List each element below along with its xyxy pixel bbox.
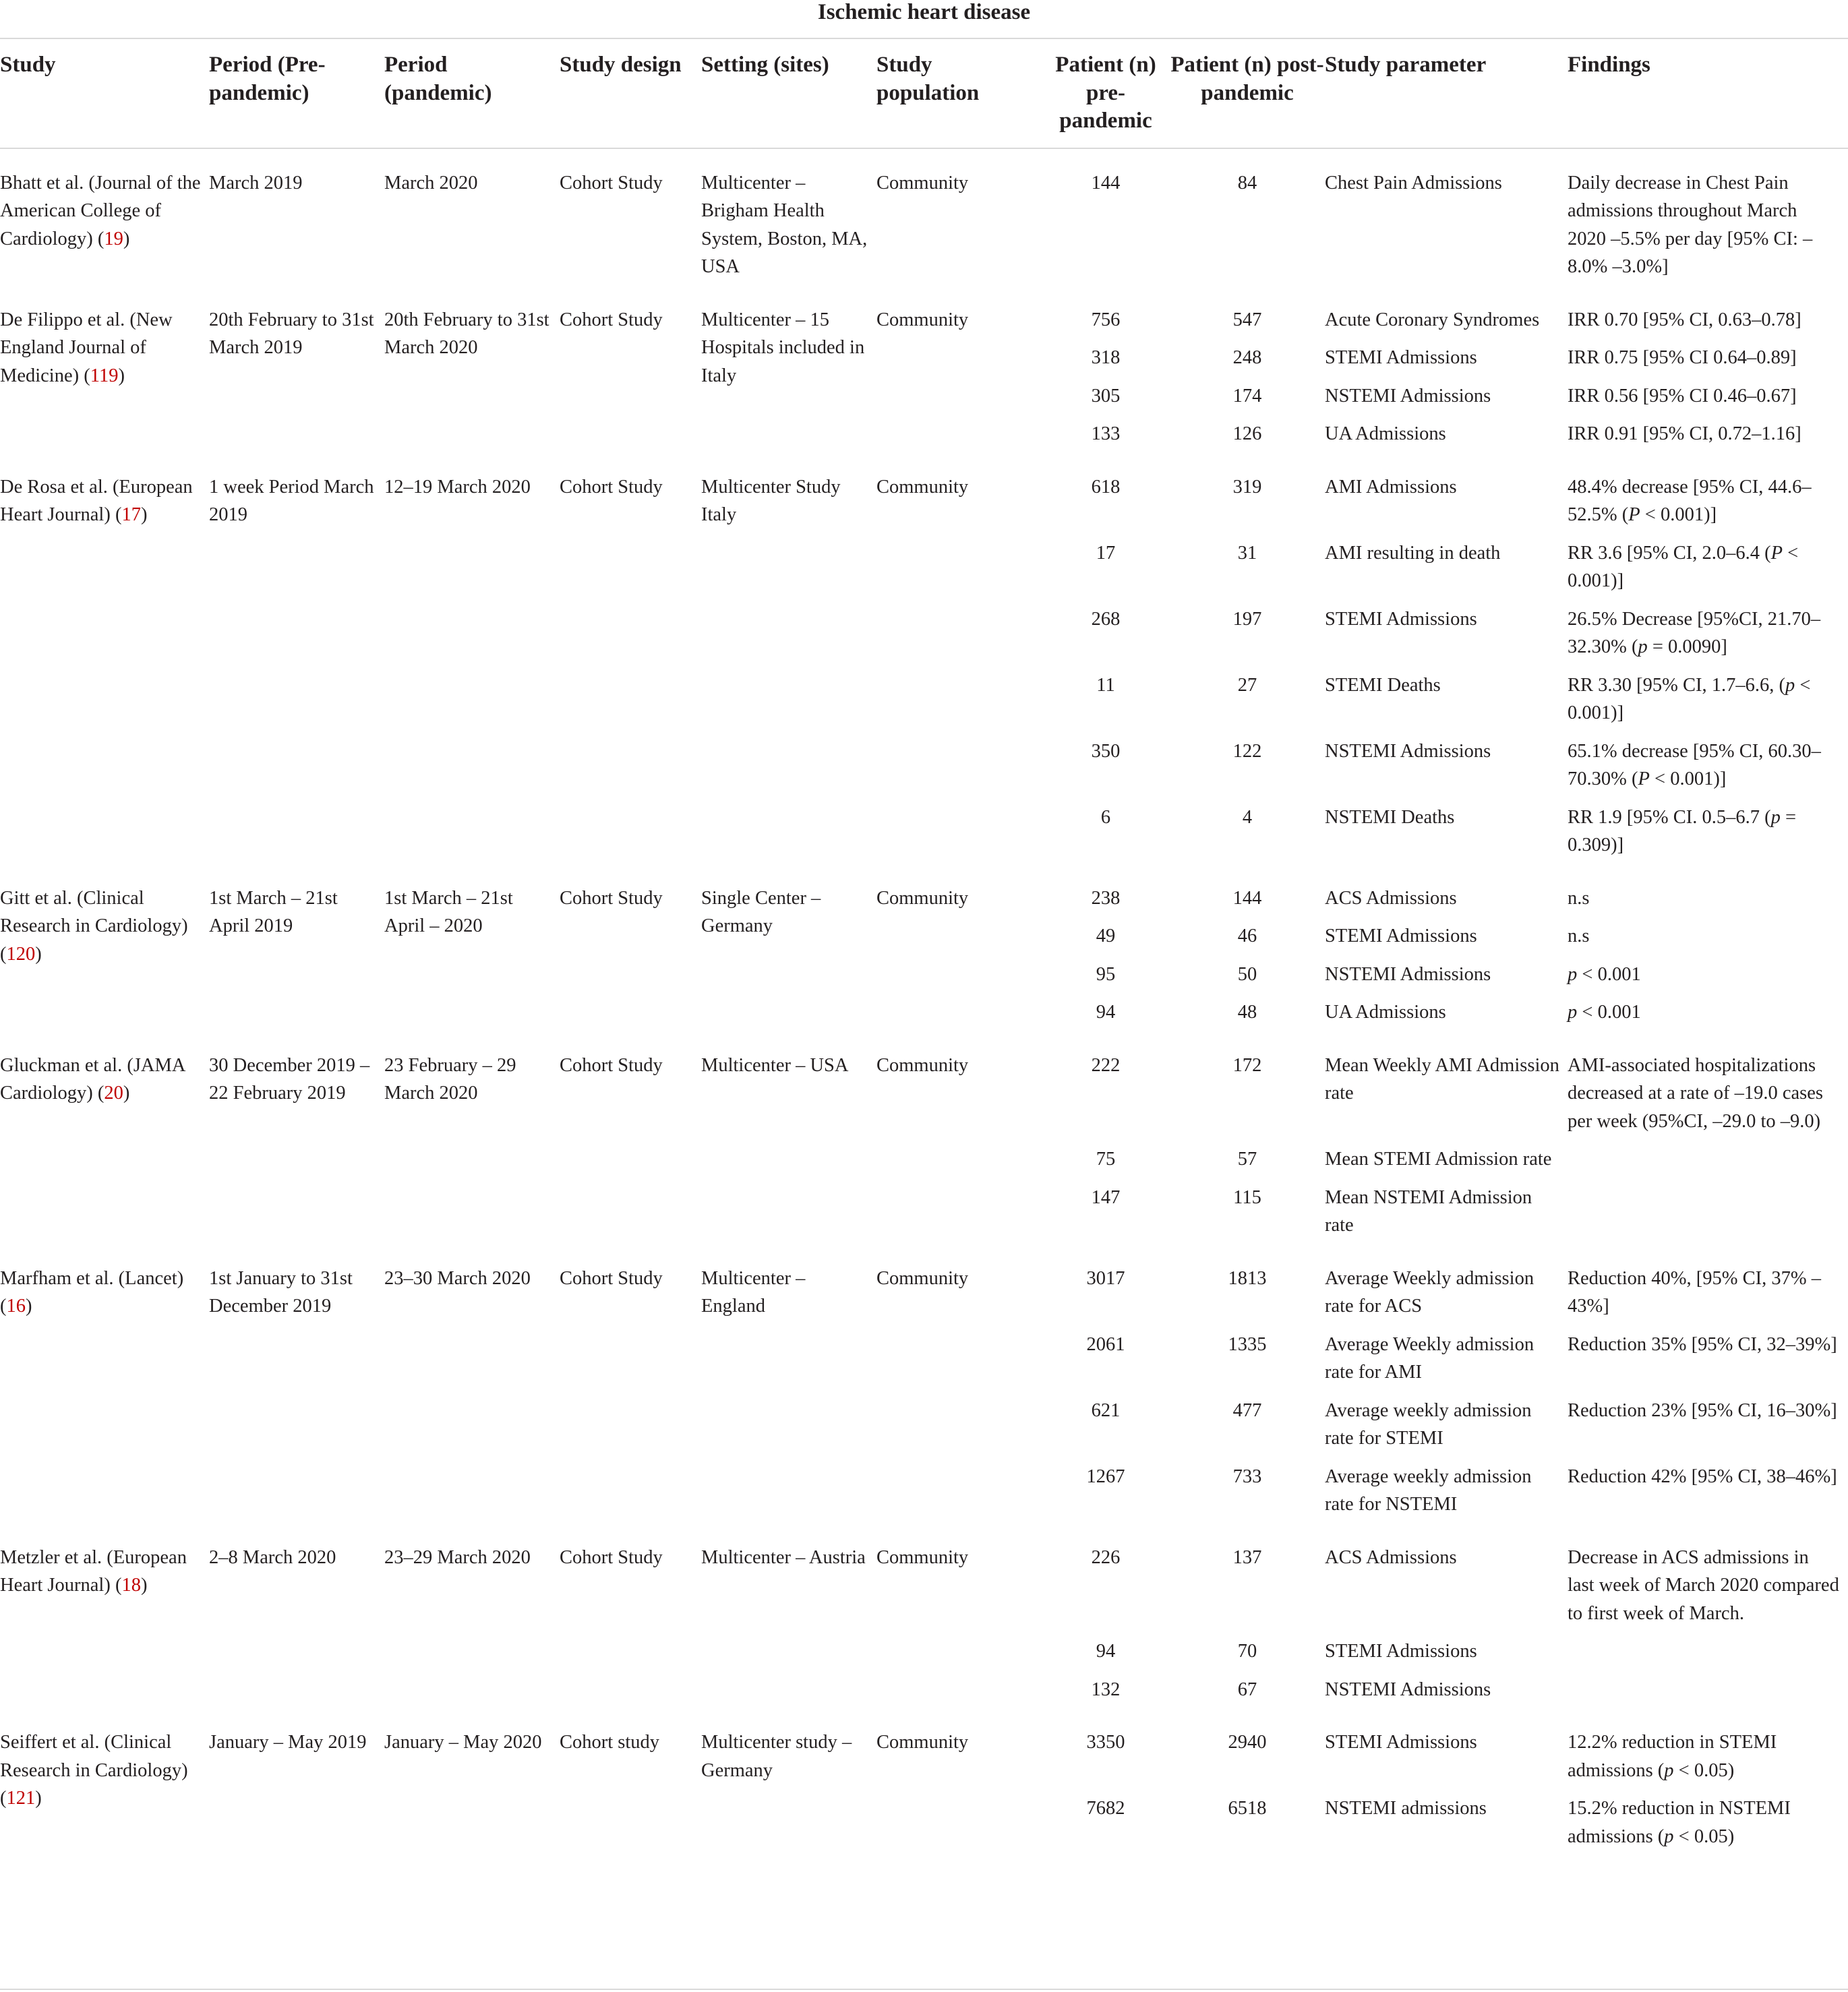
setting-cell: Multicenter – USA: [701, 1054, 849, 1076]
findings-cell: n.s: [1568, 926, 1590, 946]
period-pandemic-cell: 23–29 March 2020: [384, 1546, 531, 1568]
setting-cell: Multicenter – 15 Hospitals included in Italy: [701, 309, 865, 386]
study-name: Marfham et al. (Lancet): [0, 1267, 184, 1289]
findings-cell: [1568, 1670, 1848, 1709]
parameter-cell: Mean Weekly AMI Admission rate: [1325, 1054, 1559, 1104]
patients-post-cell: 174: [1232, 385, 1262, 406]
reference-link[interactable]: 20: [104, 1083, 123, 1104]
period-pre-cell: 1st January to 31st December 2019: [209, 1267, 353, 1317]
patients-pre-cell: 94: [1096, 1641, 1116, 1662]
patients-pre-cell: 49: [1096, 926, 1116, 946]
parameter-cell: Average weekly admission rate for NSTEMI: [1325, 1466, 1532, 1515]
patients-post-cell: 1335: [1228, 1333, 1267, 1355]
patients-pre-cell: 6: [1100, 806, 1111, 828]
patients-post-cell: 67: [1237, 1679, 1257, 1700]
header-parameter: Study parameter: [1325, 53, 1487, 77]
findings-cell: Reduction 42% [95% CI, 38–46%]: [1568, 1466, 1837, 1487]
patients-pre-cell: 7682: [1086, 1798, 1125, 1819]
parameter-cell: AMI resulting in death: [1325, 542, 1501, 564]
findings-cell: RR 3.30 [95% CI, 1.7–6.6, (p < 0.001)]: [1568, 674, 1811, 723]
title-rule: [0, 38, 1848, 39]
header-population: Study population: [876, 53, 980, 105]
header-period-pre: Period (Pre-pandemic): [209, 53, 326, 105]
header-row: [0, 40, 1848, 148]
patients-pre-cell: 318: [1091, 347, 1121, 368]
patients-pre-cell: 621: [1091, 1399, 1121, 1421]
population-cell: Community: [876, 172, 969, 193]
study-name: Gluckman et al. (JAMA Cardiology): [0, 1054, 185, 1104]
findings-cell: IRR 0.70 [95% CI, 0.63–0.78]: [1568, 309, 1801, 330]
table-body: [0, 148, 1848, 1856]
findings-cell: 15.2% reduction in NSTEMI admissions (p < 0.05): [1568, 1798, 1791, 1847]
patients-post-cell: 50: [1237, 963, 1257, 985]
patients-post-cell: 126: [1232, 423, 1262, 444]
parameter-cell: NSTEMI Deaths: [1325, 806, 1455, 828]
findings-cell: IRR 0.75 [95% CI 0.64–0.89]: [1568, 347, 1797, 368]
parameter-cell: Mean NSTEMI Admission rate: [1325, 1186, 1532, 1236]
findings-cell: AMI-associated hospitalizations decreased at a rate of –19.0 cases per week (95%CI, –29.0 to –9.0): [1568, 1054, 1824, 1132]
findings-cell: Reduction 23% [95% CI, 16–30%]: [1568, 1399, 1837, 1421]
study-name: Bhatt et al. (Journal of the American College of Cardiology): [0, 172, 201, 249]
findings-cell: [1568, 1140, 1848, 1178]
table-row: [0, 864, 1848, 917]
patients-pre-cell: 11: [1096, 674, 1115, 696]
period-pre-cell: March 2019: [209, 172, 303, 193]
findings-cell: IRR 0.91 [95% CI, 0.72–1.16]: [1568, 423, 1801, 444]
parameter-cell: Average weekly admission rate for STEMI: [1325, 1399, 1532, 1449]
period-pre-cell: 2–8 March 2020: [209, 1546, 336, 1568]
setting-cell: Multicenter study – Germany: [701, 1732, 852, 1781]
patients-pre-cell: 144: [1091, 172, 1121, 193]
patients-pre-cell: 95: [1096, 963, 1116, 985]
setting-cell: Single Center – Germany: [701, 887, 821, 936]
period-pandemic-cell: 1st March – 21st April – 2020: [384, 887, 513, 936]
patients-pre-cell: 3350: [1086, 1732, 1125, 1753]
patients-pre-cell: 132: [1091, 1679, 1121, 1700]
patients-post-cell: 1813: [1228, 1267, 1267, 1289]
study-name: Gitt et al. (Clinical Research in Cardiology): [0, 887, 188, 936]
reference-link[interactable]: 16: [6, 1296, 26, 1317]
patients-post-cell: 31: [1237, 542, 1257, 564]
patients-pre-cell: 94: [1096, 1002, 1116, 1023]
parameter-cell: STEMI Admissions: [1325, 608, 1477, 630]
parameter-cell: ACS Admissions: [1325, 887, 1457, 909]
study-design-cell: Cohort Study: [560, 172, 663, 193]
setting-cell: Multicenter – England: [701, 1267, 806, 1317]
setting-cell: Multicenter – Austria: [701, 1546, 866, 1568]
period-pandemic-cell: 12–19 March 2020: [384, 476, 531, 497]
period-pre-cell: 30 December 2019 – 22 February 2019: [209, 1054, 370, 1104]
parameter-cell: UA Admissions: [1325, 1002, 1446, 1023]
period-pandemic-cell: March 2020: [384, 172, 478, 193]
patients-post-cell: 70: [1237, 1641, 1257, 1662]
study-cell: De Filippo et al. (New England Journal of Medicine) (119): [0, 309, 173, 386]
findings-cell: Decrease in ACS admissions in last week of March 2020 compared to first week of March.: [1568, 1546, 1839, 1624]
patients-pre-cell: 350: [1091, 740, 1121, 762]
table-row: [0, 1244, 1848, 1325]
period-pre-cell: 1st March – 21st April 2019: [209, 887, 338, 936]
reference-link[interactable]: 121: [6, 1788, 36, 1809]
patients-post-cell: 319: [1232, 476, 1262, 497]
parameter-cell: ACS Admissions: [1325, 1546, 1457, 1568]
study-design-cell: Cohort Study: [560, 476, 663, 497]
findings-cell: 48.4% decrease [95% CI, 44.6–52.5% (P < 0.001)]: [1568, 476, 1812, 525]
study-cell: Gluckman et al. (JAMA Cardiology) (20): [0, 1054, 185, 1104]
patients-pre-cell: 1267: [1086, 1466, 1125, 1487]
patients-post-cell: 57: [1237, 1149, 1257, 1170]
findings-cell: [1568, 1178, 1848, 1244]
population-cell: Community: [876, 1267, 969, 1289]
table-row: [0, 453, 1848, 534]
reference-link[interactable]: 119: [90, 365, 119, 386]
table-row: [0, 1708, 1848, 1789]
patients-post-cell: 6518: [1228, 1798, 1267, 1819]
findings-cell: Reduction 35% [95% CI, 32–39%]: [1568, 1333, 1837, 1355]
header-findings: Findings: [1568, 53, 1650, 77]
parameter-cell: Average Weekly admission rate for AMI: [1325, 1333, 1534, 1383]
study-name: De Filippo et al. (New England Journal of Medicine): [0, 309, 173, 386]
patients-pre-cell: 618: [1091, 476, 1121, 497]
study-name: De Rosa et al. (European Heart Journal): [0, 476, 193, 525]
patients-pre-cell: 756: [1091, 309, 1121, 330]
period-pandemic-cell: January – May 2020: [384, 1732, 542, 1753]
table-row: [0, 148, 1848, 286]
parameter-cell: NSTEMI Admissions: [1325, 740, 1491, 762]
patients-post-cell: 84: [1237, 172, 1257, 193]
parameter-cell: NSTEMI Admissions: [1325, 963, 1491, 985]
studies-table: [0, 40, 1848, 1855]
study-cell: Seiffert et al. (Clinical Research in Cardiology) (121): [0, 1732, 188, 1809]
patients-post-cell: 4: [1242, 806, 1253, 828]
period-pandemic-cell: 23–30 March 2020: [384, 1267, 531, 1289]
patients-pre-cell: 133: [1091, 423, 1121, 444]
reference-link[interactable]: 18: [121, 1575, 141, 1596]
study-cell: Gitt et al. (Clinical Research in Cardiology) (120): [0, 887, 188, 965]
reference-link[interactable]: 17: [121, 504, 141, 525]
patients-post-cell: 197: [1232, 608, 1262, 630]
patients-post-cell: 733: [1232, 1466, 1262, 1487]
study-cell: De Rosa et al. (European Heart Journal) (17): [0, 476, 193, 525]
patients-post-cell: 248: [1232, 347, 1262, 368]
reference-link[interactable]: 120: [6, 943, 36, 965]
patients-pre-cell: 222: [1091, 1054, 1121, 1076]
study-name: Seiffert et al. (Clinical Research in Cardiology): [0, 1732, 188, 1781]
patients-post-cell: 46: [1237, 926, 1257, 946]
patients-post-cell: 477: [1232, 1399, 1262, 1421]
header-study-design: Study design: [560, 53, 682, 77]
findings-cell: n.s: [1568, 887, 1590, 909]
parameter-cell: Average Weekly admission rate for ACS: [1325, 1267, 1534, 1317]
findings-cell: Reduction 40%, [95% CI, 37% –43%]: [1568, 1267, 1821, 1317]
population-cell: Community: [876, 1732, 969, 1753]
patients-pre-cell: 305: [1091, 385, 1121, 406]
population-cell: Community: [876, 1054, 969, 1076]
findings-cell: 12.2% reduction in STEMI admissions (p < 0.05): [1568, 1732, 1777, 1781]
period-pre-cell: 20th February to 31st March 2019: [209, 309, 374, 358]
patients-post-cell: 137: [1232, 1546, 1262, 1568]
parameter-cell: AMI Admissions: [1325, 476, 1457, 497]
study-design-cell: Cohort study: [560, 1732, 660, 1753]
study-design-cell: Cohort Study: [560, 309, 663, 330]
findings-cell: Daily decrease in Chest Pain admissions throughout March 2020 –5.5% per day [95% CI: –8.0% –3.0%]: [1568, 172, 1813, 277]
parameter-cell: Acute Coronary Syndromes: [1325, 309, 1540, 330]
period-pandemic-cell: 23 February – 29 March 2020: [384, 1054, 516, 1104]
period-pandemic-cell: 20th February to 31st March 2020: [384, 309, 549, 358]
parameter-cell: NSTEMI Admissions: [1325, 385, 1491, 406]
findings-cell: 65.1% decrease [95% CI, 60.30–70.30% (P < 0.001)]: [1568, 740, 1821, 789]
population-cell: Community: [876, 1546, 969, 1568]
patients-pre-cell: 3017: [1086, 1267, 1125, 1289]
header-period-pandemic: Period (pandemic): [384, 53, 492, 105]
study-cell: Marfham et al. (Lancet) (16): [0, 1267, 184, 1317]
parameter-cell: STEMI Admissions: [1325, 1641, 1477, 1662]
bottom-rule: [0, 1989, 1848, 1990]
header-patients-pre: Patient (n) pre-pandemic: [1055, 53, 1156, 133]
study-name: Metzler et al. (European Heart Journal): [0, 1546, 187, 1596]
setting-cell: Multicenter – Brigham Health System, Boston, MA, USA: [701, 172, 868, 277]
table-row: [0, 286, 1848, 339]
population-cell: Community: [876, 887, 969, 909]
patients-post-cell: 115: [1233, 1186, 1261, 1208]
table-title: Ischemic heart disease: [817, 0, 1031, 24]
patients-pre-cell: 17: [1096, 542, 1116, 564]
parameter-cell: STEMI Admissions: [1325, 347, 1477, 368]
findings-cell: RR 3.6 [95% CI, 2.0–6.4 (P < 0.001)]: [1568, 542, 1799, 591]
findings-cell: RR 1.9 [95% CI. 0.5–6.7 (p = 0.309)]: [1568, 806, 1797, 855]
parameter-cell: STEMI Admissions: [1325, 1732, 1477, 1753]
patients-post-cell: 144: [1232, 887, 1262, 909]
table-row: [0, 1031, 1848, 1141]
patients-pre-cell: 75: [1096, 1149, 1116, 1170]
patients-pre-cell: 226: [1091, 1546, 1121, 1568]
parameter-cell: UA Admissions: [1325, 423, 1446, 444]
patients-post-cell: 48: [1237, 1002, 1257, 1023]
study-design-cell: Cohort Study: [560, 1054, 663, 1076]
patients-post-cell: 547: [1232, 309, 1262, 330]
parameter-cell: STEMI Admissions: [1325, 926, 1477, 946]
table-row: [0, 1523, 1848, 1633]
setting-cell: Multicenter Study Italy: [701, 476, 841, 525]
findings-cell: 26.5% Decrease [95%CI, 21.70–32.30% (p = 0.0090]: [1568, 608, 1821, 657]
patients-post-cell: 27: [1237, 674, 1257, 696]
patients-post-cell: 172: [1232, 1054, 1262, 1076]
findings-cell: IRR 0.56 [95% CI 0.46–0.67]: [1568, 385, 1797, 406]
header-patients-post: Patient (n) post-pandemic: [1170, 53, 1324, 105]
patients-post-cell: 122: [1232, 740, 1262, 762]
parameter-cell: Chest Pain Admissions: [1325, 172, 1502, 193]
study-design-cell: Cohort Study: [560, 887, 663, 909]
parameter-cell: NSTEMI Admissions: [1325, 1679, 1491, 1700]
header-study: Study: [0, 53, 56, 77]
patients-pre-cell: 2061: [1086, 1333, 1125, 1355]
study-design-cell: Cohort Study: [560, 1546, 663, 1568]
patients-pre-cell: 238: [1091, 887, 1121, 909]
findings-cell: p < 0.001: [1568, 1002, 1641, 1023]
patients-pre-cell: 268: [1091, 608, 1121, 630]
findings-cell: p < 0.001: [1568, 963, 1641, 985]
parameter-cell: STEMI Deaths: [1325, 674, 1441, 696]
period-pre-cell: 1 week Period March 2019: [209, 476, 374, 525]
population-cell: Community: [876, 476, 969, 497]
patients-post-cell: 2940: [1228, 1732, 1267, 1753]
patients-pre-cell: 147: [1091, 1186, 1121, 1208]
reference-link[interactable]: 19: [104, 228, 123, 249]
population-cell: Community: [876, 309, 969, 330]
findings-cell: [1568, 1632, 1848, 1670]
study-cell: Bhatt et al. (Journal of the American College of Cardiology) (19): [0, 172, 201, 249]
study-design-cell: Cohort Study: [560, 1267, 663, 1289]
period-pre-cell: January – May 2019: [209, 1732, 367, 1753]
study-cell: Metzler et al. (European Heart Journal) (18): [0, 1546, 187, 1596]
parameter-cell: Mean STEMI Admission rate: [1325, 1149, 1552, 1170]
parameter-cell: NSTEMI admissions: [1325, 1798, 1487, 1819]
header-setting: Setting (sites): [701, 53, 829, 77]
